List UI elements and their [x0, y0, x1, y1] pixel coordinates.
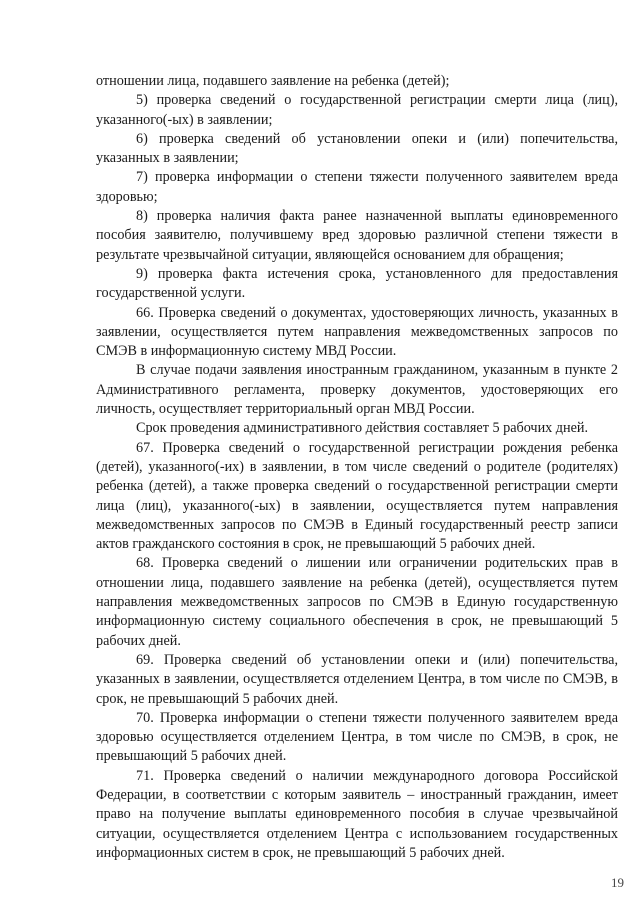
clause-68: 68. Проверка сведений о лишении или ограничении родительских прав в отношении лица, подавшего заявление на ребенка (детей), осуществляется путем направления межведомственных запросов по СМЭВ в Единую государственную информационную систему социального обеспечения в срок, не превышающий 5 рабочих дней.: [96, 555, 618, 649]
document-body: [96, 72, 618, 863]
list-item-7: 7) проверка информации о степени тяжести полученного заявителем вреда здоровью;: [96, 169, 618, 205]
list-item-9: 9) проверка факта истечения срока, установленного для предоставления государственной услуги.: [96, 265, 618, 302]
page-number: 19: [611, 875, 624, 890]
clause-70: 70. Проверка информации о степени тяжести полученного заявителем вреда здоровью осуществляется отделением Центра, в том числе по СМЭВ, в срок, не превышающий 5 рабочих дней.: [96, 709, 618, 765]
clause-66: 66. Проверка сведений о документах, удостоверяющих личность, указанных в заявлении, осуществляется путем направления межведомственных запросов по СМЭВ в информационную систему МВД России.: [96, 304, 618, 360]
list-item-8: 8) проверка наличия факта ранее назначенной выплаты единовременного пособия заявителю, получившему вред здоровью различной степени тяжести в результате чрезвычайной ситуации, являющейся основанием для обращения;: [96, 208, 618, 263]
clause-71: 71. Проверка сведений о наличии международного договора Российской Федерации, в соответствии с которым заявитель – иностранный гражданин, имеет право на получение выплаты единовременного пособия в случае чрезвычайной ситуации, осуществляется отделением Центра с использованием государственных информационных систем в срок, не превышающий 5 рабочих дней.: [96, 767, 618, 861]
list-item-5: 5) проверка сведений о государственной регистрации смерти лица (лиц), указанного(-ых) в заявлении;: [96, 92, 618, 128]
clause-66-foreign-citizen: В случае подачи заявления иностранным гражданином, указанным в пункте 2 Административного регламента, проверку документов, удостоверяющих его личность, осуществляет территориальный орган МВД России.: [96, 362, 618, 418]
clause-69: 69. Проверка сведений об установлении опеки и (или) попечительства, указанных в заявлении, осуществляется отделением Центра, в том числе по СМЭВ, в срок, не превышающий 5 рабочих дней.: [96, 651, 618, 707]
clause-67: 67. Проверка сведений о государственной регистрации рождения ребенка (детей), указанного(-их) в заявлении, в том числе сведений о родителе (родителях) ребенка (детей), а также проверка сведений о государственной регистрации смерти лица (лиц), указанного(-ых) в заявлении, осуществляется путем направления межведомственных запросов по СМЭВ в Единый государственный реестр записи актов гражданского состояния в срок, не превышающий 5 рабочих дней.: [96, 439, 618, 553]
paragraph-continuation: отношении лица, подавшего заявление на ребенка (детей);: [96, 73, 450, 89]
clause-66-deadline: Срок проведения административного действия составляет 5 рабочих дней.: [136, 420, 589, 437]
list-item-6: 6) проверка сведений об установлении опеки и (или) попечительства, указанных в заявлении;: [96, 130, 618, 167]
